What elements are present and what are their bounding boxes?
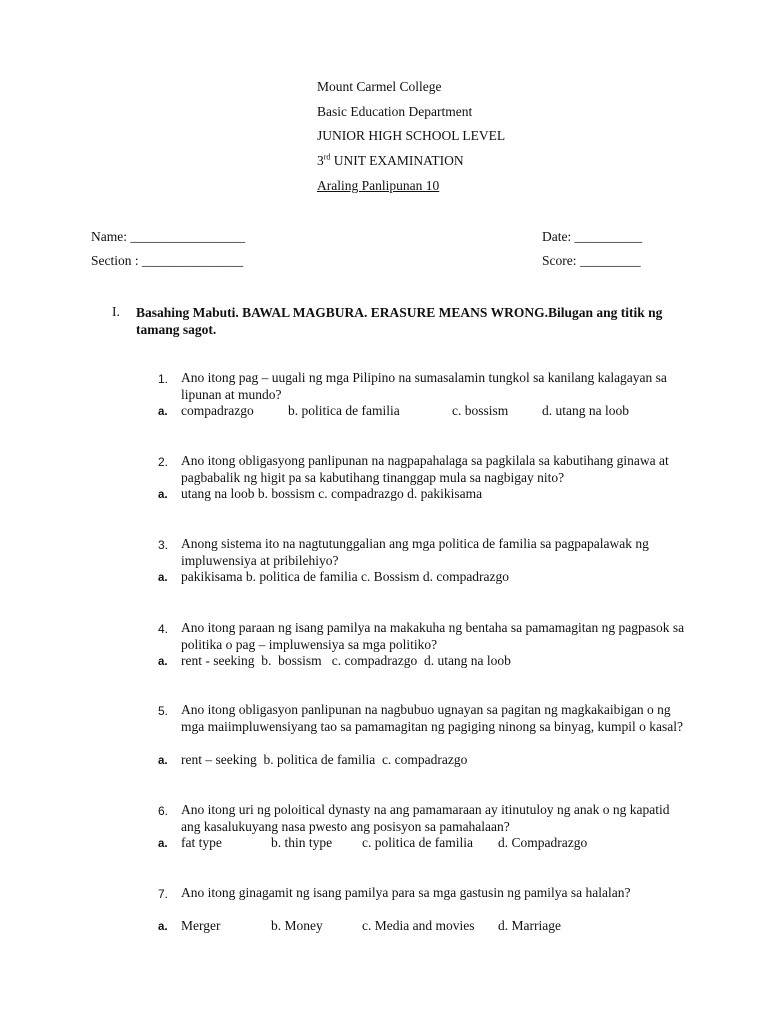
exam-title xyxy=(317,153,464,169)
exam-ordinal-suffix: rd xyxy=(323,152,331,162)
options-row xyxy=(181,835,587,851)
question-text: Ano itong obligasyon panlipunan na nagbubuo ugnayan sa pagitan ng magkakaibigan o ng mga maiimpluwensiyang tao sa pamamagitan ng pagiging ninong sa binyag, kumpil o kasal? xyxy=(181,702,684,734)
question-number: 6. xyxy=(158,804,169,818)
option-letter: a. xyxy=(158,489,168,501)
question-number: 2. xyxy=(158,455,169,469)
section-field[interactable]: Section : _______________ xyxy=(91,253,244,268)
question-number: 7. xyxy=(158,887,169,901)
option-a[interactable]: compadrazgo xyxy=(181,403,254,418)
option-letter: a. xyxy=(158,656,168,668)
option-letter: a. xyxy=(158,921,168,933)
subject-title: Araling Panlipunan 10 xyxy=(317,178,440,193)
instructions-text: Basahing Mabuti. BAWAL MAGBURA. ERASURE MEANS WRONG.Bilugan ang titik ng tamang sagot. xyxy=(136,305,663,337)
option-letter: a. xyxy=(158,838,168,850)
question-text: Anong sistema ito na nagtutunggalian ang mga politica de familia sa pagpapalawak ng impluwensiya at pribilehiyo? xyxy=(181,536,649,568)
option-letter: a. xyxy=(158,406,168,418)
question-number: 3. xyxy=(158,538,169,552)
option-b[interactable]: b. Money xyxy=(271,918,323,933)
part-number: I. xyxy=(112,304,120,319)
options-row[interactable]: rent - seeking b. bossism c. compadrazgo d. utang na loob xyxy=(181,653,511,668)
question-text: Ano itong ginagamit ng isang pamilya para sa mga gastusin ng pamilya sa halalan? xyxy=(181,885,631,900)
option-b[interactable]: b. politica de familia xyxy=(288,403,400,418)
date-field[interactable]: Date: __________ xyxy=(542,229,643,244)
question-text: Ano itong obligasyong panlipunan na nagpapahalaga sa pagkilala sa kabutihang ginawa at pagbabalik ng higit pa sa kabutihang tinanggap mula sa nagbigay nito? xyxy=(181,453,669,485)
options-row xyxy=(181,403,629,419)
options-row[interactable]: pakikisama b. politica de familia c. Bossism d. compadrazgo xyxy=(181,569,510,584)
question-number: 1. xyxy=(158,372,169,386)
exam-title-rest: UNIT EXAMINATION xyxy=(330,153,464,168)
option-letter: a. xyxy=(158,572,168,584)
option-b[interactable]: b. thin type xyxy=(271,835,333,850)
option-c[interactable]: c. politica de familia xyxy=(362,835,473,850)
option-d[interactable]: d. Compadrazgo xyxy=(498,835,588,850)
question-number: 4. xyxy=(158,622,169,636)
options-row xyxy=(181,918,561,934)
option-a[interactable]: fat type xyxy=(181,835,222,850)
question-number: 5. xyxy=(158,704,169,718)
question-text: Ano itong uri ng poloitical dynasty na ang pamamaraan ay itinutuloy ng anak o ng kapatid ang kasalukuyang nasa pwesto ang posisyon sa pamahalaan? xyxy=(181,802,670,834)
question-text: Ano itong paraan ng isang pamilya na makakuha ng bentaha sa pamamagitan ng pagpasok sa politika o pag – impluwensiya sa mga politiko? xyxy=(181,620,685,652)
department-name: Basic Education Department xyxy=(317,104,473,119)
option-c[interactable]: c. Media and movies xyxy=(362,918,475,933)
exam-ordinal: 3 xyxy=(317,153,324,168)
options-row[interactable]: rent – seeking b. politica de familia c. compadrazgo xyxy=(181,752,468,767)
school-level: JUNIOR HIGH SCHOOL LEVEL xyxy=(317,128,506,143)
score-field[interactable]: Score: _________ xyxy=(542,253,641,268)
option-letter: a. xyxy=(158,755,168,767)
option-c[interactable]: c. bossism xyxy=(452,403,509,418)
question-text: Ano itong pag – uugali ng mga Pilipino na sumasalamin tungkol sa kanilang kalagayan sa lipunan at mundo? xyxy=(181,370,667,402)
option-a[interactable]: Merger xyxy=(181,918,221,933)
name-field[interactable]: Name: _________________ xyxy=(91,229,246,244)
option-d[interactable]: d. utang na loob xyxy=(542,403,629,418)
school-name: Mount Carmel College xyxy=(317,79,442,94)
option-d[interactable]: d. Marriage xyxy=(498,918,561,933)
options-row[interactable]: utang na loob b. bossism c. compadrazgo d. pakikisama xyxy=(181,486,483,501)
